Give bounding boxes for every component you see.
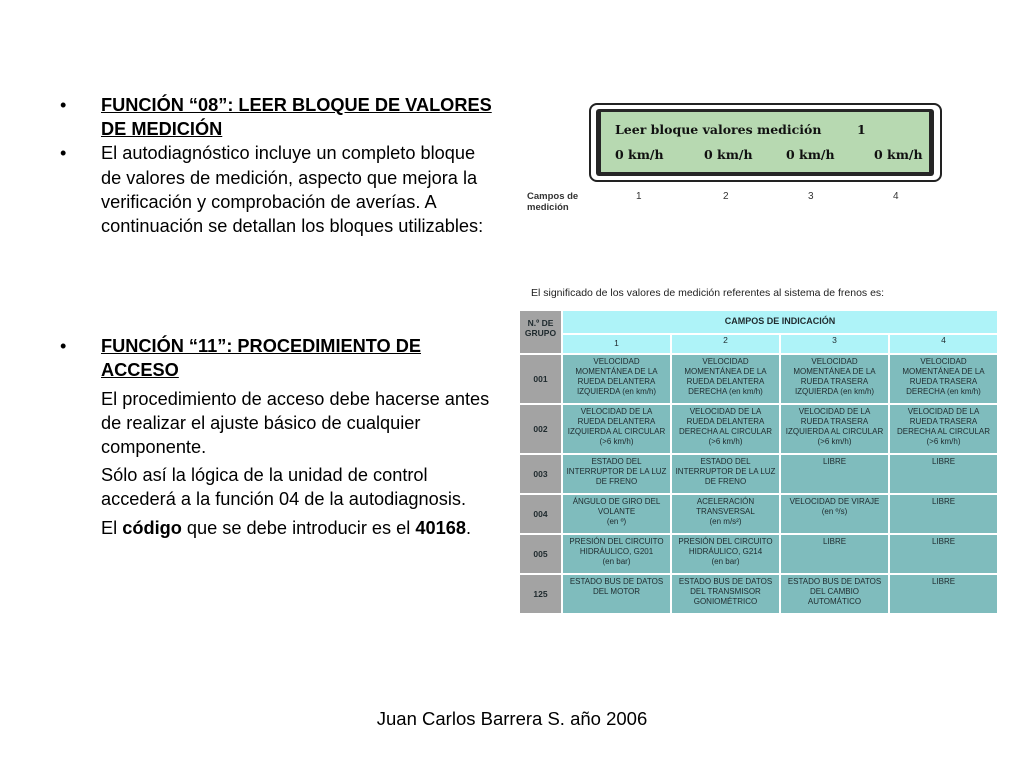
- table-row: [520, 495, 997, 533]
- table-cell-line: IZQUIERDA AL CIRCULAR: [785, 427, 884, 436]
- table-cell-line: MOMENTÁNEA DE LA: [793, 367, 876, 376]
- bullet-icon: •: [60, 143, 67, 164]
- table-cell-line: DERECHA (en km/h): [906, 387, 981, 396]
- table-row: [520, 575, 997, 613]
- text-codigo: [60, 516, 500, 540]
- table-cell: [563, 575, 670, 613]
- table-cell-line: (en º/s): [821, 507, 848, 516]
- column-number-2: 2: [672, 335, 779, 353]
- group-number: 005: [520, 535, 561, 573]
- table-row: [520, 535, 997, 573]
- table-row: [520, 355, 997, 403]
- table-cell: [672, 535, 779, 573]
- table-cell: [781, 355, 888, 403]
- bullet-icon: •: [60, 95, 67, 115]
- table-cell-line: HIDRÁULICO, G214: [688, 547, 763, 556]
- display-value-2: 0 km/h: [704, 147, 753, 162]
- table-cell: [563, 495, 670, 533]
- table-cell: [672, 355, 779, 403]
- table-cell-line: VELOCIDAD DE LA: [689, 407, 762, 416]
- table-cell-line: VELOCIDAD DE LA: [907, 407, 980, 416]
- table-cell-line: VELOCIDAD: [920, 357, 967, 366]
- table-cell-line: GONIOMÉTRICO: [693, 597, 758, 606]
- table-cell-line: VELOCIDAD DE LA: [580, 407, 653, 416]
- table-caption: El significado de los valores de medición referentes al sistema de frenos es:: [531, 287, 885, 299]
- table-row: [520, 455, 997, 493]
- table-cell-line: VOLANTE: [597, 507, 636, 516]
- table-cell-line: LIBRE: [822, 537, 847, 546]
- table-cell-line: DE FRENO: [595, 477, 638, 486]
- table-cell-line: (>6 km/h): [708, 437, 743, 446]
- bullet-autodiagnostico: [60, 141, 500, 238]
- table-cell-line: PRESIÓN DEL CIRCUITO: [678, 537, 773, 546]
- table-cell-line: (en bar): [711, 557, 740, 566]
- table-cell-line: RUEDA TRASERA: [800, 377, 869, 386]
- column-number-4: 4: [890, 335, 997, 353]
- table-cell-line: ÁNGULO DE GIRO DEL: [572, 497, 661, 506]
- brake-table: [518, 309, 999, 615]
- text-codigo-value: 40168: [415, 517, 466, 538]
- table-cell-line: HIDRÁULICO, G201: [579, 547, 654, 556]
- field-number-1: 1: [636, 191, 642, 202]
- table-cell-line: RUEDA TRASERA: [909, 377, 978, 386]
- text-logica: Sólo así la lógica de la unidad de control accederá a la función 04 de la autodiagnosis.: [101, 465, 467, 510]
- column-number-1: 1: [563, 335, 670, 353]
- table-cell-line: ESTADO DEL: [700, 457, 751, 466]
- table-header-row: [520, 311, 997, 333]
- table-cell-line: VELOCIDAD: [811, 357, 858, 366]
- table-cell-line: ACELERACIÓN: [696, 497, 755, 506]
- table-cell-line: LIBRE: [931, 457, 956, 466]
- table-cell-line: DEL MOTOR: [592, 587, 641, 596]
- text-procedimiento: El procedimiento de acceso debe hacerse antes de realizar el ajuste básico de cualquier componente.: [101, 388, 490, 458]
- table-cell-line: (>6 km/h): [817, 437, 852, 446]
- group-number: 002: [520, 405, 561, 453]
- field-number-4: 4: [893, 191, 899, 202]
- display-line1-label: Leer bloque valores medición: [615, 122, 822, 137]
- table-cell-line: MOMENTÁNEA DE LA: [575, 367, 658, 376]
- group-number: 004: [520, 495, 561, 533]
- table-cell-line: (>6 km/h): [926, 437, 961, 446]
- table-cell: [890, 455, 997, 493]
- table-cell: [781, 575, 888, 613]
- bullet-icon: •: [60, 336, 67, 357]
- table-cell-line: VELOCIDAD DE LA: [798, 407, 871, 416]
- table-cell-line: (en m/s²): [709, 517, 742, 526]
- table-cell-line: RUEDA DELANTERA: [577, 417, 656, 426]
- table-cell-line: VELOCIDAD: [702, 357, 749, 366]
- footer-author: Juan Carlos Barrera S. año 2006: [376, 708, 648, 729]
- table-cell: [672, 575, 779, 613]
- group-header: [520, 311, 561, 353]
- table-cell-line: IZQUIERDA (en km/h): [576, 387, 657, 396]
- table-cell-line: (en º): [606, 517, 627, 526]
- table-cell: [781, 535, 888, 573]
- table-cell-line: LIBRE: [931, 497, 956, 506]
- table-cell-line: DERECHA AL CIRCULAR: [678, 427, 773, 436]
- table-cell-line: RUEDA TRASERA: [800, 417, 869, 426]
- table-cell-line: RUEDA DELANTERA: [686, 417, 765, 426]
- text-codigo-end: .: [465, 517, 472, 538]
- table-cell-line: (>6 km/h): [599, 437, 634, 446]
- text-codigo-1: El: [101, 517, 123, 538]
- bullet-funcion-08: [60, 93, 500, 141]
- fields-label-line1: Campos de: [527, 191, 579, 202]
- display-value-3: 0 km/h: [786, 147, 835, 162]
- table-cell-line: VELOCIDAD: [593, 357, 640, 366]
- table-cell-line: RUEDA DELANTERA: [577, 377, 656, 386]
- table-cell-line: ESTADO BUS DE DATOS: [569, 577, 664, 586]
- table-cell: [563, 455, 670, 493]
- table-cell: [781, 495, 888, 533]
- table-cell-line: INTERRUPTOR DE LA LUZ: [566, 467, 667, 476]
- table-cell: [563, 535, 670, 573]
- table-cell-line: ESTADO DEL: [591, 457, 642, 466]
- table-cell-line: PRESIÓN DEL CIRCUITO: [569, 537, 664, 546]
- heading-funcion-08: FUNCIÓN “08”: LEER BLOQUE DE VALORES DE MEDICIÓN: [101, 95, 492, 140]
- display-value-4: 0 km/h: [874, 147, 923, 162]
- table-cell: [563, 355, 670, 403]
- text-codigo-bold: código: [122, 517, 182, 538]
- group-number: 003: [520, 455, 561, 493]
- field-number-3: 3: [808, 191, 814, 202]
- table-cell-line: VELOCIDAD DE VIRAJE: [789, 497, 880, 506]
- group-number: 125: [520, 575, 561, 613]
- field-number-2: 2: [723, 191, 729, 202]
- text-autodiagnostico: El autodiagnóstico incluye un completo bloque de valores de medición, aspecto que mejora la verificación y comprobación de averías. A continuación se detallan los bloques utilizables:: [101, 143, 484, 237]
- table-cell-line: RUEDA TRASERA: [909, 417, 978, 426]
- table-cell-line: DERECHA AL CIRCULAR: [896, 427, 991, 436]
- column-number-3: 3: [781, 335, 888, 353]
- table-cell: [672, 455, 779, 493]
- fields-label: [527, 191, 578, 213]
- group-header-line1: N.º DE: [527, 318, 554, 328]
- table-cell-line: LIBRE: [822, 457, 847, 466]
- fields-header: CAMPOS DE INDICACIÓN: [563, 311, 997, 333]
- table-cell: [781, 405, 888, 453]
- table-cell-line: DEL TRANSMISOR: [690, 587, 761, 596]
- text-codigo-2: que se debe introducir es el: [181, 517, 416, 538]
- table-cell-line: ESTADO BUS DE DATOS: [787, 577, 882, 586]
- table-cell: [781, 455, 888, 493]
- fields-label-line2: medición: [527, 202, 569, 213]
- table-row: [520, 405, 997, 453]
- table-cell-line: TRANSVERSAL: [696, 507, 755, 516]
- table-cell: [672, 495, 779, 533]
- bullet-funcion-11: [60, 334, 500, 382]
- table-cell: [563, 405, 670, 453]
- display-screen: [601, 112, 929, 172]
- table-cell-line: LIBRE: [931, 577, 956, 586]
- heading-funcion-11: FUNCIÓN “11”: PROCEDIMIENTO DE ACCESO: [101, 336, 422, 381]
- table-cell-line: MOMENTÁNEA DE LA: [684, 367, 767, 376]
- table-number-row: [520, 335, 997, 353]
- table-cell: [890, 495, 997, 533]
- table-cell-line: IZQUIERDA AL CIRCULAR: [567, 427, 666, 436]
- table-cell: [890, 535, 997, 573]
- table-cell-line: (en bar): [602, 557, 631, 566]
- table-cell: [672, 405, 779, 453]
- group-header-line2: GRUPO: [524, 328, 557, 338]
- table-cell-line: DERECHA (en km/h): [688, 387, 763, 396]
- table-cell-line: INTERRUPTOR DE LA LUZ: [675, 467, 776, 476]
- table-cell-line: LIBRE: [931, 537, 956, 546]
- slide-text: [60, 93, 500, 540]
- table-cell-line: IZQUIERDA (en km/h): [794, 387, 875, 396]
- table-cell-line: AUTOMÁTICO: [807, 597, 862, 606]
- table-cell-line: ESTADO BUS DE DATOS: [678, 577, 773, 586]
- table-cell-line: DEL CAMBIO: [809, 587, 860, 596]
- table-cell-line: RUEDA DELANTERA: [686, 377, 765, 386]
- display-line1-block: 1: [857, 122, 866, 137]
- table-cell: [890, 575, 997, 613]
- table-cell-line: MOMENTÁNEA DE LA: [902, 367, 985, 376]
- display-value-1: 0 km/h: [615, 147, 664, 162]
- table-cell-line: DE FRENO: [704, 477, 747, 486]
- group-number: 001: [520, 355, 561, 403]
- table-cell: [890, 405, 997, 453]
- table-cell: [890, 355, 997, 403]
